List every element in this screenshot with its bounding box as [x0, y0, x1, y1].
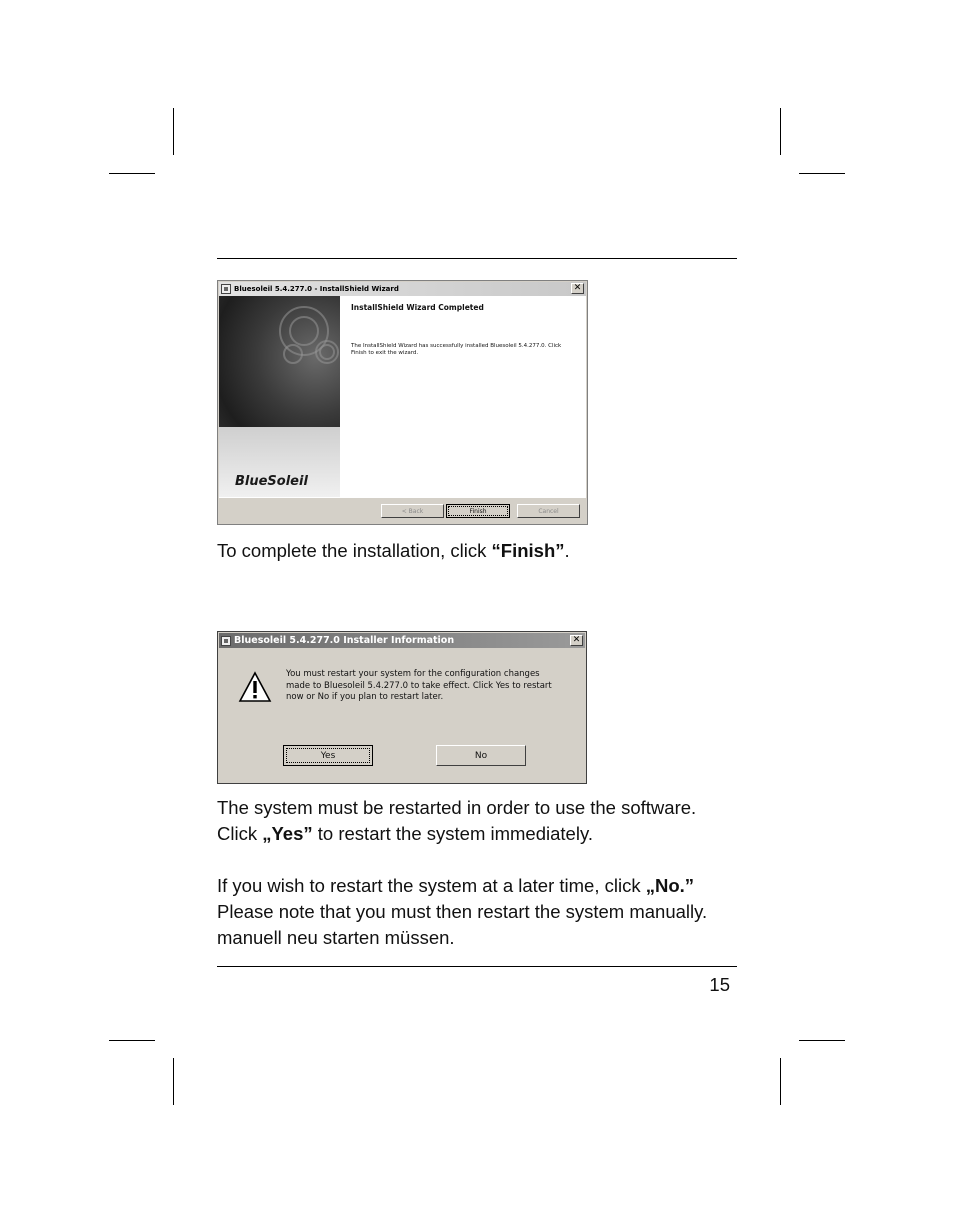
crop-mark-top-right-vertical	[780, 108, 781, 155]
crop-mark-bottom-left-vertical	[173, 1058, 174, 1105]
crop-mark-top-right-horizontal	[799, 173, 845, 174]
back-button[interactable]: < Back	[381, 504, 444, 518]
caption-finish-period: .	[564, 540, 570, 561]
caption-restart-click: Click	[217, 823, 263, 844]
caption-later	[217, 873, 707, 951]
installshield-wizard-window	[217, 280, 588, 525]
installer-information-window	[217, 631, 587, 784]
wizard-side-banner	[219, 296, 340, 497]
banner-ring-decoration	[289, 316, 319, 346]
wizard-content-panel	[340, 296, 586, 497]
wizard-heading: InstallShield Wizard Completed	[351, 303, 484, 312]
bluesoleil-logo: BlueSoleil	[235, 474, 308, 489]
info-message: You must restart your system for the configuration changes made to Bluesoleil 5.4.277.0 to take effect. Click Yes to restart now or No if you plan to restart later.	[286, 669, 552, 702]
header-rule	[217, 258, 737, 259]
crop-mark-bottom-right-vertical	[780, 1058, 781, 1105]
wizard-title-bar	[219, 282, 586, 296]
crop-mark-bottom-left-horizontal	[109, 1040, 155, 1041]
caption-restart-yes: „Yes”	[262, 823, 313, 844]
wizard-close-button[interactable]: ✕	[571, 283, 584, 294]
caption-restart-rest: to restart the system immediately.	[312, 823, 593, 844]
installer-app-icon	[221, 284, 231, 294]
banner-ring-decoration	[283, 344, 303, 364]
warning-icon	[238, 671, 272, 703]
info-close-button[interactable]: ✕	[570, 635, 583, 646]
caption-later-no: „No.”	[645, 875, 695, 896]
banner-ring-decoration	[319, 344, 335, 360]
caption-restart-line1: The system must be restarted in order to use the software.	[217, 797, 697, 818]
caption-finish-text: To complete the installation, click	[217, 540, 492, 561]
caption-later-line1	[217, 873, 707, 899]
info-title: Bluesoleil 5.4.277.0 Installer Information	[234, 635, 455, 646]
caption-finish-emphasis: “Finish”	[491, 540, 565, 561]
installer-app-icon	[221, 636, 231, 646]
yes-button[interactable]: Yes	[283, 745, 373, 766]
no-button[interactable]: No	[436, 745, 526, 766]
crop-mark-top-left-vertical	[173, 108, 174, 155]
wizard-title: Bluesoleil 5.4.277.0 - InstallShield Wizard	[234, 285, 399, 293]
info-title-bar	[219, 633, 585, 648]
footer-rule	[217, 966, 737, 967]
caption-finish	[217, 538, 570, 564]
wizard-message: The InstallShield Wizard has successfully installed Bluesoleil 5.4.277.0. Click Finish to exit the wizard.	[351, 343, 562, 356]
cancel-button[interactable]: Cancel	[517, 504, 580, 518]
caption-later-text: If you wish to restart the system at a later time, click	[217, 875, 646, 896]
crop-mark-bottom-right-horizontal	[799, 1040, 845, 1041]
crop-mark-top-left-horizontal	[109, 173, 155, 174]
finish-button[interactable]: Finish	[446, 504, 510, 518]
caption-later-line2: Please note that you must then restart the system manually.	[217, 901, 708, 922]
caption-later-line3: manuell neu starten müssen.	[217, 927, 455, 948]
page-number: 15	[709, 974, 730, 995]
caption-restart	[217, 795, 696, 847]
wizard-button-bar	[219, 497, 586, 523]
caption-restart-line2	[217, 821, 696, 847]
